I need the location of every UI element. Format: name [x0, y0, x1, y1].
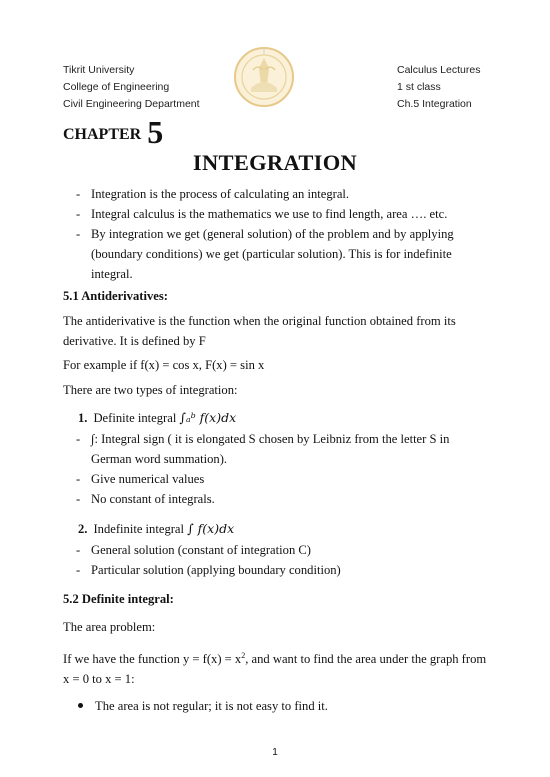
header-university: Tikrit University — [63, 64, 135, 76]
bullet-dot — [78, 703, 83, 708]
page-number: 1 — [272, 747, 278, 758]
header-chapter: Ch.5 Integration — [397, 98, 472, 110]
definite-point: - No constant of integrals. — [76, 492, 215, 506]
definite-integral-formula: ∫ₐᵇ f(x)dx — [179, 410, 237, 425]
indefinite-integral-item — [78, 519, 234, 539]
item-label: Definite integral — [93, 411, 177, 425]
area-problem-label: The area problem: — [63, 620, 156, 634]
item-number: 1. — [78, 411, 88, 425]
header-right — [397, 62, 480, 113]
indefinite-point: - General solution (constant of integration C) — [76, 543, 311, 557]
item-label: Indefinite integral — [93, 522, 185, 536]
header-course: Calculus Lectures — [397, 64, 481, 76]
antiderivative-paragraph: The antiderivative is the function when the original function obtained from its derivative. It is defined by F — [63, 314, 456, 348]
intro-item: - Integral calculus is the mathematics we use to find length, area …. etc. — [76, 207, 448, 221]
chapter-label — [63, 110, 164, 150]
indefinite-point: - Particular solution (applying boundary condition) — [76, 563, 341, 577]
indefinite-integral-formula: ∫ f(x)dx — [187, 521, 235, 536]
area-bullet: The area is not regular; it is not easy to find it. — [78, 696, 328, 716]
university-seal-logo — [233, 46, 295, 108]
intro-item: - By integration we get (general solution) of the problem and by applying (boundary conditions) we get (particular solution). This is for indefinite integral. — [76, 227, 454, 281]
intro-item: - Integration is the process of calculating an integral. — [76, 187, 350, 201]
section-heading-5-1: 5.1 Antiderivatives: — [63, 289, 168, 303]
section-heading-5-2: 5.2 Definite integral: — [63, 592, 174, 606]
chapter-word: CHAPTER — [63, 126, 142, 143]
area-problem-paragraph: If we have the function $y = f(x) = x^2$, and want to find the area under the graph from x = 0 to x = 1: — [63, 651, 487, 687]
chapter-title: INTEGRATION — [192, 150, 358, 175]
header-class: 1 st class — [397, 81, 441, 93]
example-line: For example if f(x) = cos x, F(x) = sin x — [63, 358, 265, 372]
header-college: College of Engineering — [63, 81, 170, 93]
chapter-number: 5 — [147, 114, 164, 150]
header-department: Civil Engineering Department — [63, 98, 200, 110]
item-number: 2. — [78, 522, 88, 536]
definite-integral-item — [78, 408, 236, 428]
definite-point: - ∫: Integral sign ( it is elongated S chosen by Leibniz from the letter S in German word summation). — [76, 432, 450, 466]
header-left — [63, 62, 200, 113]
types-line: There are two types of integration: — [63, 383, 238, 397]
definite-point: - Give numerical values — [76, 472, 205, 486]
